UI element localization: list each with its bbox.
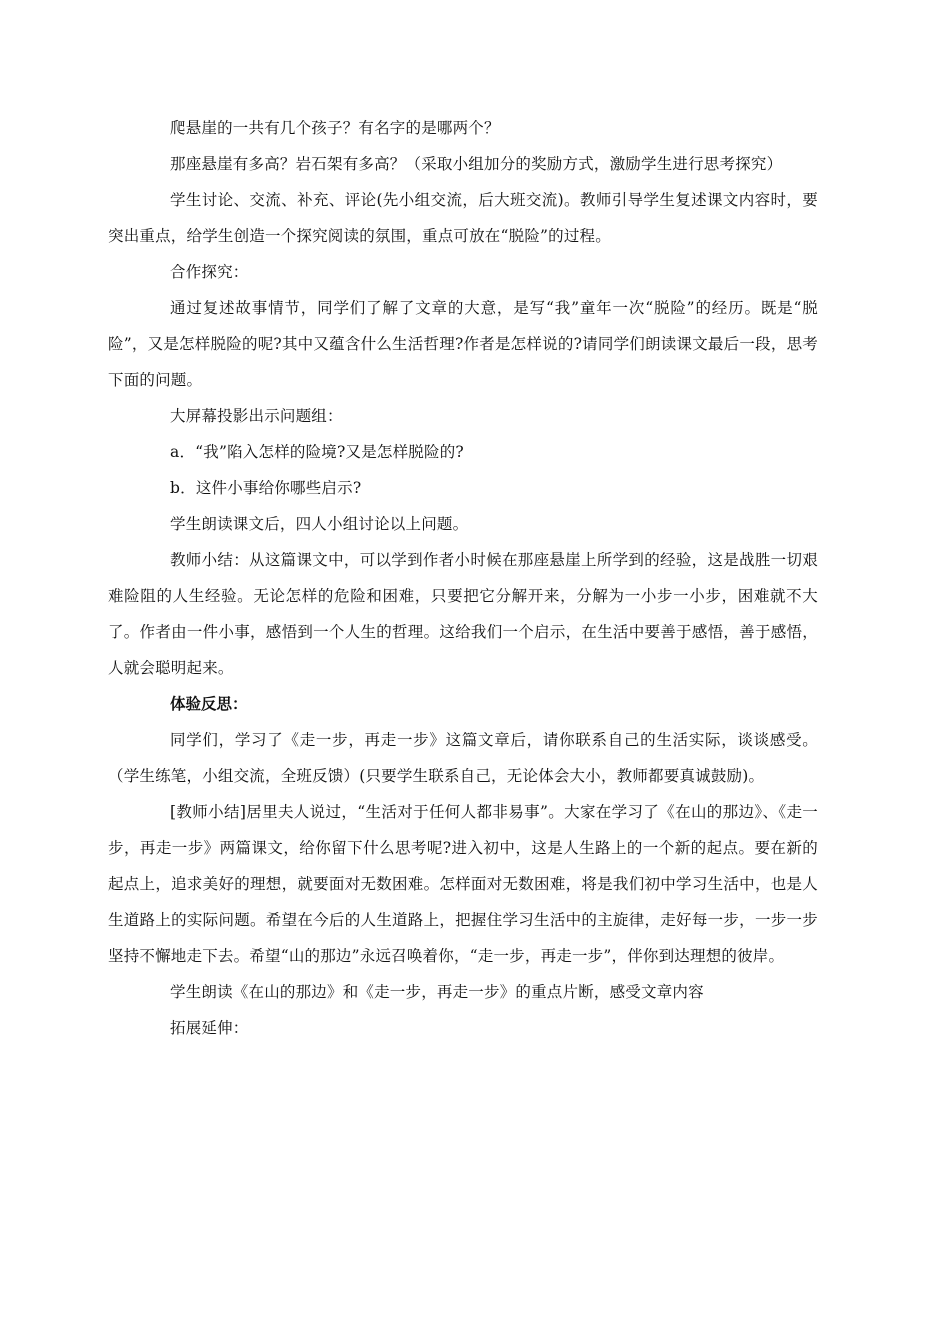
section-heading-reflection: 体验反思： [170,694,248,713]
paragraph-teacher-summary: 教师小结：从这篇课文中，可以学到作者小时候在那座悬崖上所学到的经验，这是战胜一切艰难险阻的人生经验。无论怎样的危险和困难，只要把它分解开来，分解为一小步一小步，困难就不大了。作者由一件小事，感悟到一个人生的哲理。这给我们一个启示，在生活中要善于感悟，善于感悟，人就会聪明起来。 [108,551,818,677]
paragraph-question-cliff-height: 那座悬崖有多高？岩石架有多高？（采取小组加分的奖励方式，激励学生进行思考探究） [170,155,783,173]
paragraph-discussion: 学生讨论、交流、补充、评论(先小组交流，后大班交流)。教师引导学生复述课文内容时，要突出重点，给学生创造一个探究阅读的氛围，重点可放在“脱险”的过程。 [108,191,818,245]
paragraph-cooperative-inquiry: 合作探究： [170,263,249,281]
paragraph-retelling: 通过复述故事情节，同学们了解了文章的大意，是写“我”童年一次“脱险”的经历。既是“脱险”，又是怎样脱险的呢?其中又蕴含什么生活哲理?作者是怎样说的?请同学们朗读课文最后一段，思考下面的问题。 [108,299,818,389]
paragraph-question-children: 爬悬崖的一共有几个孩子？有名字的是哪两个？ [170,119,500,137]
paragraph-question-group: 大屏幕投影出示问题组： [170,407,343,425]
paragraph-group-discussion: 学生朗读课文后，四人小组讨论以上问题。 [170,515,469,533]
paragraph-extension: 拓展延伸： [170,1019,249,1037]
paragraph-question-a: a．“我”陷入怎样的险境?又是怎样脱险的? [170,443,464,461]
document-page [108,110,818,1046]
paragraph-question-b: b．这件小事给你哪些启示? [170,479,362,497]
paragraph-teacher-conclusion: [教师小结]居里夫人说过，“生活对于任何人都非易事”。大家在学习了《在山的那边》、《走一步，再走一步》两篇课文，给你留下什么思考呢?进入初中，这是人生路上的一个新的起点。要在新的起点上，追求美好的理想，就要面对无数困难。怎样面对无数困难，将是我们初中学习生活中，也是人生道路上的实际问题。希望在今后的人生道路上，把握住学习生活中的主旋律，走好每一步，一步一步坚持不懈地走下去。希望“山的那边”永远召唤着你，“走一步，再走一步”，伴你到达理想的彼岸。 [108,803,818,965]
paragraph-reading-excerpts: 学生朗读《在山的那边》和《走一步，再走一步》的重点片断，感受文章内容 [170,983,704,1001]
paragraph-students-reflect: 同学们，学习了《走一步，再走一步》这篇文章后，请你联系自己的生活实际，谈谈感受。（学生练笔，小组交流，全班反馈）(只要学生联系自己，无论体会大小，教师都要真诚鼓励)。 [108,731,818,785]
